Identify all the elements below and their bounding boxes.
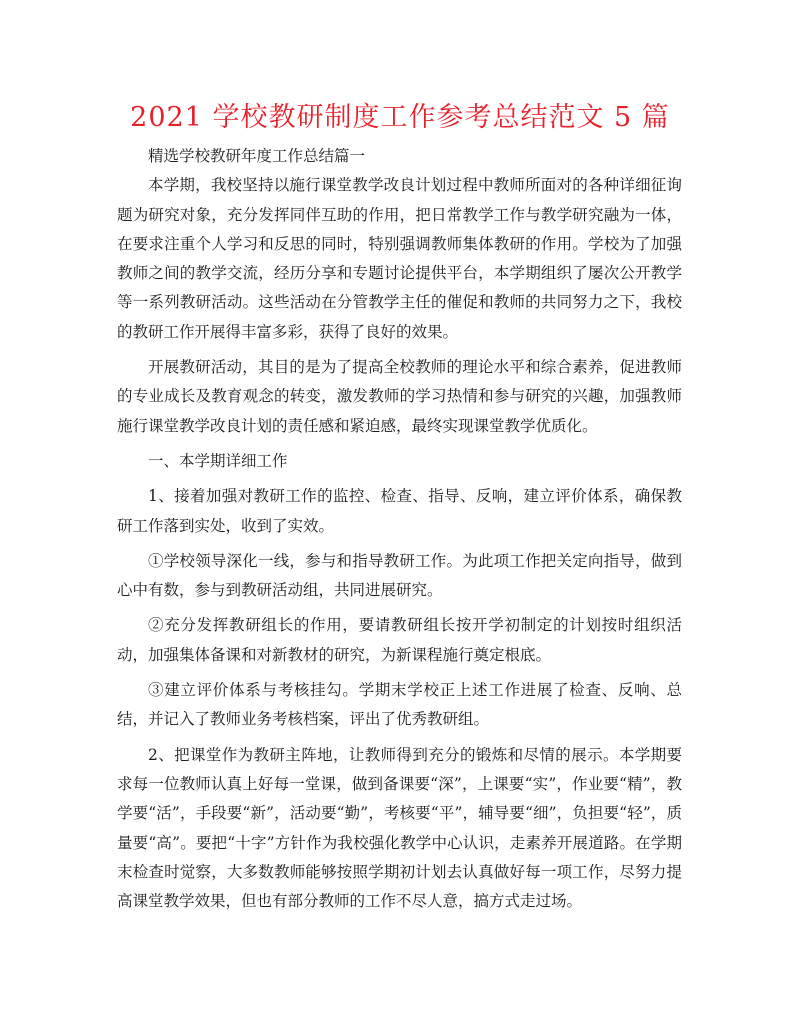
paragraph-subitem-1: ①学校领导深化一线，参与和指导教研工作。为此项工作把关定向指导，做到心中有数，参与到教研活动组，共同进展研究。 <box>117 551 682 600</box>
document-title: 2021 学校教研制度工作参考总结范文 5 篇 <box>130 102 670 133</box>
paragraph-item-1: 1、接着加强对教研工作的监控、检查、指导、反响，建立评价体系，确保教研工作落到实处，收到了实效。 <box>117 487 682 535</box>
paragraph-intro: 本学期，我校坚持以施行课堂教学改良计划过程中教师所面对的各种详细征询题为研究对象，充分发挥同伴互助的作用，把日常教学工作与教学研究融为一体，在要求注重个人学习和反思的同时，特别强调教师集体教研的作用。学校为了加强教师之间的教学交流，经历分享和专题讨论提供平台，本学期组织了屡次公开教学等一系列教研活动。这些活动在分管教学主任的催促和教师的共同努力之下，我校的教研工作开展得丰富多彩，获得了良好的效果。 <box>117 176 682 341</box>
paragraph-purpose: 开展教研活动，其目的是为了提高全校教师的理论水平和综合素养，促进教师的专业成长及教育观念的转变，激发教师的学习热情和参与研究的兴趣，加强教师施行课堂教学改良计划的责任感和紧迫感，最终实现课堂教学优质化。 <box>117 358 682 435</box>
paragraph-subitem-2: ②充分发挥教研组长的作用，要请教研组长按开学初制定的计划按时组织活动，加强集体备课和对新教材的研究，为新课程施行奠定根底。 <box>117 616 682 664</box>
document-body <box>117 142 682 916</box>
section-heading: 精选学校教研年度工作总结篇一 <box>148 147 366 165</box>
paragraph-heading-work: 一、本学期详细工作 <box>148 451 288 470</box>
paragraph-item-2: 2、把课堂作为教研主阵地，让教师得到充分的锻炼和尽情的展示。本学期要求每一位教师认真上好每一堂课，做到备课要“深”，上课要“实”，作业要“精”，教学要“活”，手段要“新”，活动要“勤”，考核要“平”，辅导要“细”，负担要“轻”，质量要“高”。要把“十字”方针作为我校强化教学中心认识，走素养开展道路。在学期末检查时觉察，大多数教师能够按照学期初计划去认真做好每一项工作，尽努力提高课堂教学效果，但也有部分教师的工作不尽人意，搞方式走过场。 <box>117 745 683 911</box>
paragraph-subitem-3: ③建立评价体系与考核挂勾。学期末学校正上述工作进展了检查、反响、总结，并记入了教师业务考核档案，评出了优秀教研组。 <box>117 681 682 729</box>
